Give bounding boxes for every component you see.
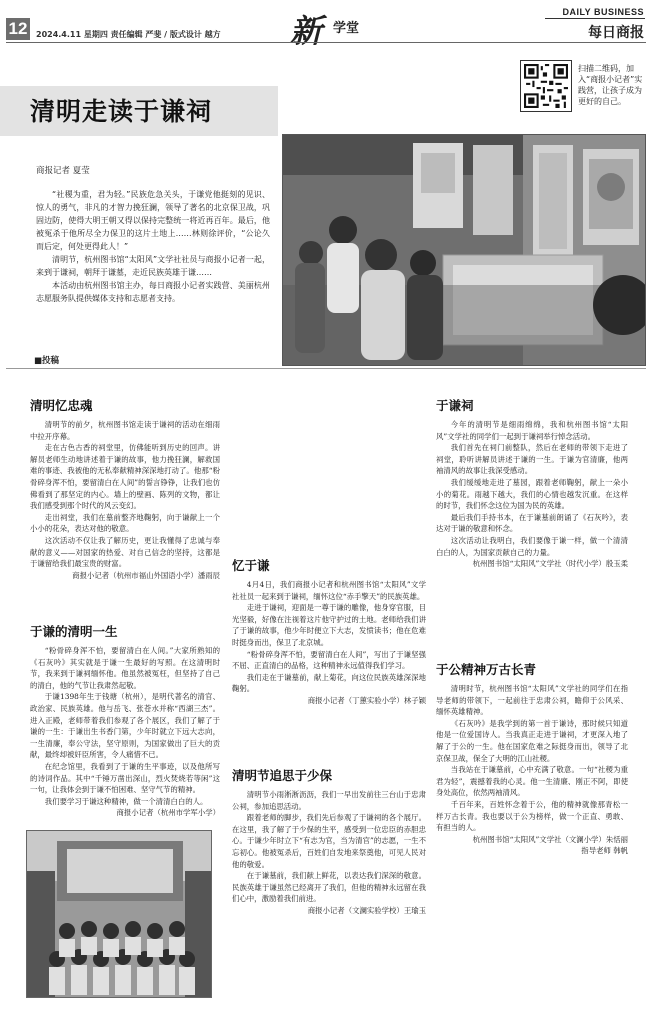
article-2-para: “粉骨碎身浑不怕，要留清白在人间。”大家所熟知的《石灰吟》其实就是于谦一生最好的写照。在这清明时节，我来到于谦祠缅怀他。他虽然被冤枉，但坚持了自己的清白，他的气节让我肃然起敬。 bbox=[30, 646, 220, 690]
header-rule bbox=[6, 42, 646, 43]
qr-code-icon bbox=[524, 64, 568, 108]
article-5-title: 于谦祠 bbox=[436, 398, 474, 413]
article-5-para: 今年的清明节是细雨绵绵，我和杭州图书馆“太阳风”文学社的同学们一起到于谦祠举行悼念活动。 bbox=[436, 420, 628, 441]
article-4-para: 跟着老师的脚步，我们先后参观了于谦祠的各个展厅。在这里，我了解了于少保的生平，感受到一位忠臣的赤胆忠心。于谦少年时立下“有志为官，当为清官”的志愿，一生不忘初心。他被冤杀后，百姓们自发地来祭奠他，可见人民对他的敬爱。 bbox=[232, 813, 426, 869]
photo-exhibit-image bbox=[283, 135, 646, 366]
page-title: 清明走读于谦祠 bbox=[30, 97, 213, 126]
article-6 bbox=[436, 660, 628, 857]
article-5-para: 我们缓缓地走进了墓园，跟着老师鞠躬，献上一朵小小的菊花。雨越下越大，我们的心情也越发沉重。在这样的时节，我们怀念这位为国为民的英雄。 bbox=[436, 477, 628, 511]
article-5 bbox=[436, 396, 628, 570]
intro-para-1: “社稷为重，君为轻。”民族危急关头，于谦党他挺刻的见识、惊人的勇气，非凡的才智力挽狂澜，领导了著名的北京保卫战，巩固边防，使得大明王朝又得以保持完整统一将近再百年。最后，他被冤杀于他所尽全力保卫的这片土地上……林则徐评价，“公论久而后定，何处更得此人！” bbox=[36, 190, 270, 251]
article-1-para: 清明节的前夕，杭州图书馆走读于谦祠的活动在细雨中拉开序幕。 bbox=[30, 420, 220, 441]
article-2-signature: 商报小记者（杭州市学军小学） bbox=[116, 808, 220, 818]
article-2-para: 在纪念馆里，我看到了于谦的生平事迹，以及他所写的诗词作品。其中“千锤万凿出深山，烈火焚烧若等闲”这一句，让我体会到于谦不怕困难、坚守气节的精神。 bbox=[30, 761, 220, 795]
article-2-para: 于谦1398年生于钱塘（杭州），是明代著名的清官、政治家、民族英雄。他与岳飞、张苍水并称“西湖三杰”。进入正殿，老师带着我们参观了各个展区，我们了解了于谦的一生：于谦出生书香门第，少年时就立下远大志向，一生清廉，奉公守法，坚守原则，为国家做出了巨大的贡献，最终却被奸臣所害，令人痛惜不已。 bbox=[30, 692, 220, 760]
article-3-para: 走进于谦祠，迎面是一尊于谦的雕像，他身穿官服，目光坚毅，好像在注视着这片他守护过的土地。老师给我们讲了于谦的故事，他少年时便立下大志，发愤读书；他在危难时挺身而出，保卫了北京城。 bbox=[232, 603, 426, 647]
intro-text bbox=[36, 188, 270, 305]
article-6-title: 于公精神万古长青 bbox=[436, 662, 537, 677]
byline: 商报记者 夏莹 bbox=[36, 166, 90, 176]
article-1-title: 清明忆忠魂 bbox=[30, 398, 93, 413]
article-6-body bbox=[436, 683, 628, 834]
article-4 bbox=[232, 766, 426, 917]
article-3-body bbox=[232, 579, 426, 695]
article-1-para: 这次活动不仅让我了解历史，更让我懂得了忠诚与奉献的意义——对国家的热爱、对自己信念的坚持，这都是于谦留给我们最宝贵的财富。 bbox=[30, 535, 220, 569]
intro-para-2: 清明节，杭州图书馆“太阳风”文学社社员与商报小记者一起，来到于谦祠，朝拜于谦墓，走近民族英雄于谦…… bbox=[36, 255, 270, 277]
article-2-title: 于谦的清明一生 bbox=[30, 624, 118, 639]
daily-business-label: DAILY BUSINESS bbox=[562, 7, 644, 17]
qr-caption: 扫描二维码，加入“商报小记者”实践营，让孩子成为更好的自己。 bbox=[578, 64, 643, 106]
qr-code[interactable] bbox=[520, 60, 572, 112]
article-4-signature: 商报小记者（文澜实验学校）王瑜玉 bbox=[307, 905, 426, 915]
intro-para-3: 本活动由杭州图书馆主办，每日商报小记者实践营、美丽杭州志愿服务队提供媒体支持和志愿者支持。 bbox=[36, 281, 270, 303]
page-number: 12 bbox=[6, 18, 30, 40]
brand-xin: 新 bbox=[290, 12, 323, 50]
article-4-title: 清明节追思于少保 bbox=[232, 768, 333, 783]
article-6-teacher: 指导老师 韩帆 bbox=[581, 846, 628, 856]
article-5-para: 我们首先在祠门前整队，然后在老师的带领下走进了祠堂，聆听讲解员讲述于谦的一生。于谦为官清廉，他两袖清风的故事让我深受感动。 bbox=[436, 443, 628, 476]
article-1 bbox=[30, 396, 220, 581]
article-2 bbox=[30, 622, 220, 819]
article-3-para: 4月4日，我们商报小记者和杭州图书馆“太阳风”文学社社员一起来到于谦祠，缅怀这位“赤手擎天”的民族英雄。 bbox=[232, 580, 426, 601]
brand-xuetang: 学堂 bbox=[333, 21, 360, 36]
paper-name: 每日商报 bbox=[588, 25, 644, 41]
group-photo-image bbox=[27, 831, 212, 998]
article-3-signature: 商报小记者（丁蕙实验小学）林子颖 bbox=[307, 695, 426, 705]
article-3-para: 我们走在于谦墓前，献上菊花，向这位民族英雄深深地鞠躬。 bbox=[232, 672, 426, 694]
article-5-para: 最后我们手持书本，在于谦墓前朗诵了《石灰吟》，表达对于谦的敬意和怀念。 bbox=[436, 512, 628, 534]
daily-rule bbox=[545, 18, 645, 19]
article-1-para: 走在古色古香的祠堂里，仿佛能听到历史的回声。讲解员老师生动地讲述着于谦的故事，他力挽狂澜，解救国难的事迹、我被他的无私奉献精神深深地打动了。他那“粉骨碎身浑不怕，要留清白在人间”的誓言铮铮，让我们也仿佛看到了那坚定的内心。墙上的壁画、陈列的文物，都让我们感受到那个时代的风云变幻。 bbox=[30, 443, 220, 511]
main-photo bbox=[282, 134, 646, 366]
article-6-para: 清明时节，杭州图书馆“太阳风”文学社的同学们在指导老师的带领下，一起前往于忠肃公祠，瞻仰于公风采、缅怀英雄精神。 bbox=[436, 684, 628, 717]
article-2-body bbox=[30, 645, 220, 807]
section-divider bbox=[6, 368, 646, 369]
article-2-para: 我们要学习于谦这种精神，做一个清清白白的人。 bbox=[44, 796, 208, 806]
article-5-signature: 杭州图书馆“太阳风”文学社（时代小学）殷玉柔 bbox=[472, 559, 628, 569]
article-5-body bbox=[436, 419, 628, 558]
article-6-para: 千百年来，百姓怀念着于公，他的精神就像那青松一样万古长青。我也要以于公为榜样，做一个正直、勇敢、有担当的人。 bbox=[436, 799, 628, 833]
article-3-title: 忆于谦 bbox=[232, 558, 270, 573]
article-4-para: 清明节小雨淅淅沥沥，我们一早出发前往三台山于忠肃公祠，参加追思活动。 bbox=[232, 790, 426, 811]
article-4-para: 在于谦墓前，我们献上鲜花，以表达我们深深的敬意。民族英雄于谦虽然已经离开了我们，但他的精神永远留在我们心中，激励着我们前进。 bbox=[232, 871, 426, 904]
submission-tag: ■投稿 bbox=[34, 356, 60, 366]
article-1-para: 走出祠堂，我们在墓前整齐地鞠躬，向于谦献上一个小小的花朵，表达对他的敬意。 bbox=[30, 512, 220, 534]
article-1-body bbox=[30, 419, 220, 570]
issue-meta: 2024.4.11 星期四 责任编辑 严斐 / 版式设计 越方 bbox=[36, 30, 221, 39]
article-6-signature: 杭州图书馆“太阳风”文学社（文澜小学）朱恬丽 bbox=[472, 834, 628, 844]
article-6-para: 《石灰吟》是我学到的第一首于谦诗，那时候只知道他是一位爱国诗人。当我真正走进于谦祠，才更深入地了解了于公的一生。他在国家危难之际挺身而出，领导了北京保卫战，保全了大明的江山社稷。 bbox=[436, 718, 628, 763]
article-1-signature: 商报小记者（杭州市福山外国语小学）潘雨辰 bbox=[72, 570, 220, 580]
article-4-body bbox=[232, 789, 426, 905]
article-6-para: 当我站在于谦墓前，心中充满了敬意。一句“社稷为重君为轻”，震撼着我的心灵。他一生清廉、刚正不阿，即使身处高位，依然两袖清风。 bbox=[436, 765, 628, 798]
article-3 bbox=[232, 556, 426, 707]
group-photo bbox=[26, 830, 212, 998]
article-3-para: “粉骨碎身浑不怕，要留清白在人间”，写出了于谦坚强不屈、正直清白的品格，这种精神永远值得我们学习。 bbox=[232, 649, 426, 671]
article-5-para: 这次活动让我明白，我们要像于谦一样，做一个清清白白的人，为国家贡献自己的力量。 bbox=[436, 535, 628, 557]
